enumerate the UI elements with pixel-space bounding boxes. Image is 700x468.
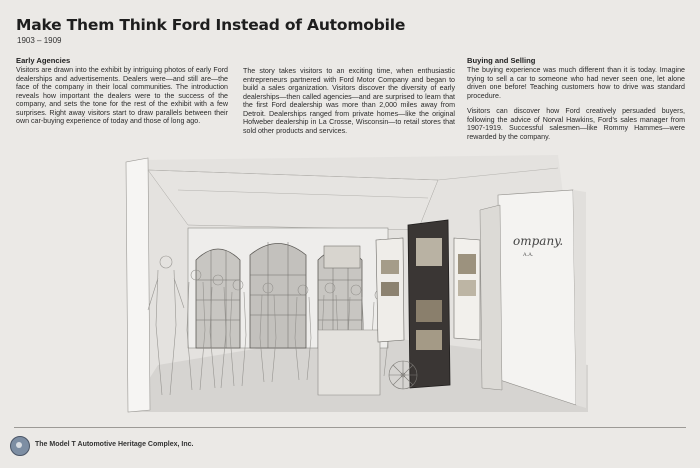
- wall-sign-small-text: A.A.: [523, 252, 534, 258]
- organization-logo-icon: [10, 436, 30, 456]
- column-story: [243, 67, 455, 142]
- section-heading-early-agencies: Early Agencies: [16, 56, 71, 65]
- wall-sign-text: ompany.: [513, 234, 564, 248]
- section-text-story: The story takes visitors to an exciting time, when enthusiastic entrepreneurs partnered with Ford Motor Company and began to build a sales organization. Visitors discover the diversity of early dealerships—then called agencies—and are surprised to learn that the first Ford dealership was more than 2,000 miles away from Detroit. Dealerships ranged from private homes—like the original Hofweber dealership in La Crosse, Wisconsin—to retail stores that sold other products and services.: [243, 67, 455, 135]
- section-text-buying-selling-2: Visitors can discover how Ford creatively persuaded buyers, following the advice of Norval Hawkins, Ford's sales manager from 1907-1919. Successful salesmen—like Rommy Hammes—were rewarded by the company.: [467, 107, 685, 141]
- exhibit-rendering: [118, 150, 588, 420]
- column-buying-selling: [467, 56, 685, 148]
- page-years: 1903 – 1909: [17, 36, 62, 45]
- section-heading-buying-selling: Buying and Selling: [467, 56, 536, 65]
- column-early-agencies: [16, 56, 228, 133]
- car-wheel-sketch: [389, 361, 417, 389]
- right-exhibit-wall: [480, 190, 586, 408]
- page-title: Make Them Think Ford Instead of Automobile: [16, 16, 406, 34]
- footer-divider: [14, 427, 686, 428]
- section-text-early-agencies: Visitors are drawn into the exhibit by intriguing photos of early Ford dealerships and advertisements. Dealers were—and still are—the face of the company in their local communities. The introduction reveals how important the dealers were to the success of the company, and sets the tone for the rest of the exhibit with a few surprises. Right away visitors start to draw parallels between their own car-buying experience of today and those of long ago.: [16, 66, 228, 126]
- section-text-buying-selling-1: The buying experience was much different than it is today. Imagine trying to sell a car to someone who had never seen one, let alone driven one before! Teaching customers how to drive was standard procedure.: [467, 66, 685, 100]
- footer-organization: The Model T Automotive Heritage Complex, Inc.: [35, 441, 194, 448]
